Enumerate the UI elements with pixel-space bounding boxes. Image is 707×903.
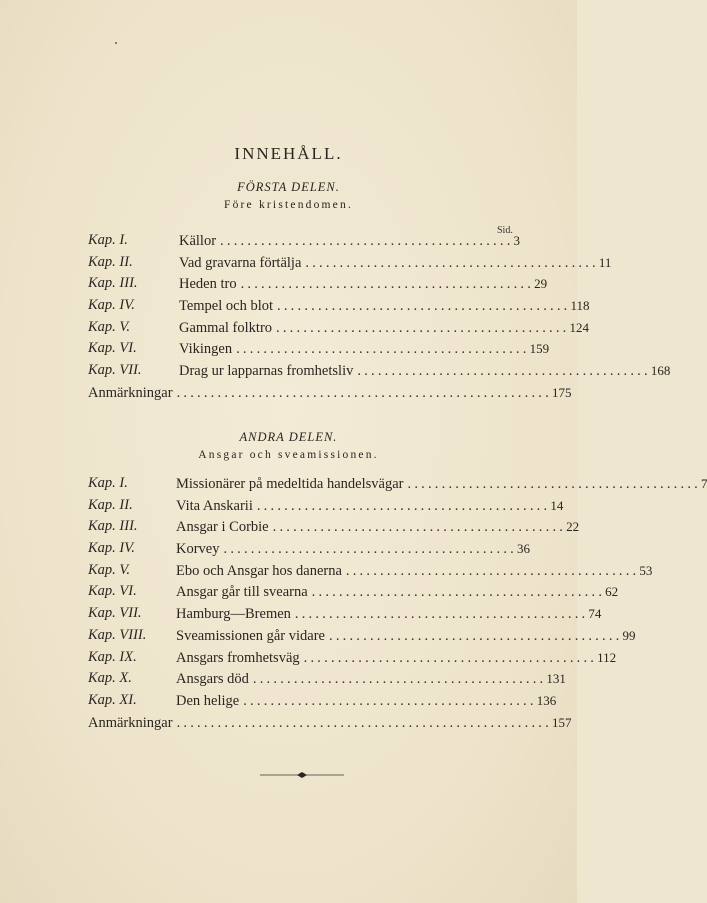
toc-row: Kap. XI. Den helige ........................................... 136	[88, 690, 518, 712]
part1-subtitle: Före kristendomen.	[223, 199, 354, 211]
page-number: 136	[536, 692, 557, 708]
chapter-number: Kap. IV.	[88, 297, 135, 314]
page-number: 62	[605, 584, 619, 600]
page-number: 112	[597, 649, 617, 665]
toc-row: Kap. III. Heden tro ........................................... 29	[88, 273, 518, 295]
chapter-number: Kap. X.	[88, 670, 132, 687]
chapter-number: Kap. IV.	[88, 540, 135, 557]
part2-subtitle: Ansgar och sveamissionen.	[198, 449, 379, 461]
section-divider-ornament	[260, 770, 344, 780]
chapter-title: Den helige	[176, 692, 240, 709]
chapter-title: Korvey	[176, 541, 220, 558]
chapter-title: Gammal folktro	[179, 319, 273, 336]
page-number: 118	[570, 298, 590, 314]
page-number: 29	[534, 276, 548, 292]
chapter-title: Sveamissionen går vidare	[176, 627, 325, 644]
page-number: 36	[516, 541, 530, 557]
page-number: 11	[598, 254, 612, 270]
toc-row: Kap. V. Ebo och Ansgar hos danerna ........................................... 53	[88, 560, 518, 582]
toc-row: Kap. VIII. Sveamissionen går vidare ........................................... 99	[88, 625, 518, 647]
page-title: INNEHÅLL.	[234, 144, 343, 163]
toc-row: Kap. VII. Drag ur lapparnas fromhetsliv ........................................... 168	[88, 360, 518, 382]
chapter-number: Kap. II.	[88, 253, 133, 270]
chapter-title: Heden tro	[179, 276, 237, 293]
page-number: 168	[650, 363, 671, 379]
chapter-title: Missionärer på medeltida handelsvägar	[176, 476, 404, 492]
page-number: 175	[551, 384, 572, 400]
page-number: 159	[529, 341, 550, 357]
page-number: 53	[639, 562, 653, 578]
toc-row: Kap. VII. Hamburg—Bremen ........................................... 74	[88, 603, 518, 625]
chapter-title: Källor	[179, 233, 217, 249]
chapter-number: Kap. VIII.	[88, 626, 147, 643]
page-number: 99	[622, 627, 636, 643]
page-number: 74	[588, 606, 602, 622]
toc-row: Kap. VI. Ansgar går till svearna ........................................... 62	[88, 581, 518, 603]
chapter-number: Kap. II.	[88, 496, 133, 513]
part1-toc	[88, 230, 671, 404]
part1-title: FÖRSTA DELEN.	[237, 180, 340, 194]
part2-toc	[88, 473, 707, 733]
toc-row: Kap. II. Vad gravarna förtälja ........................................... 11	[88, 252, 518, 274]
chapter-title: Drag ur lapparnas fromhetsliv	[179, 363, 354, 380]
toc-row: Kap. IV. Tempel och blot ........................................... 118	[88, 295, 518, 317]
toc-row: Kap. I. Missionärer på medeltida handelsvägar ........................................... 7	[88, 473, 518, 495]
toc-row: Kap. II. Vita Anskarii ........................................... 14	[88, 495, 518, 517]
chapter-number: Kap. I.	[88, 475, 128, 491]
chapter-title: Vad gravarna förtälja	[179, 254, 302, 271]
page-number: 124	[569, 319, 590, 335]
chapter-title: Tempel och blot	[179, 298, 274, 315]
part2-title: ANDRA DELEN.	[239, 430, 338, 444]
chapter-number: Kap. IX.	[88, 648, 137, 665]
chapter-number: Kap. III.	[88, 518, 138, 535]
chapter-title: Ansgar går till svearna	[176, 584, 308, 601]
toc-row: Kap. X. Ansgars död ........................................... 131	[88, 668, 518, 690]
page-number: 7	[700, 476, 707, 491]
chapter-number: Kap. VI.	[88, 583, 137, 600]
toc-row-notes: Anmärkningar ....................................................... 175	[88, 382, 518, 404]
notes-title: Anmärkningar	[88, 714, 173, 731]
paper-speck	[115, 42, 117, 44]
chapter-title: Ebo och Ansgar hos danerna	[176, 562, 342, 579]
toc-row: Kap. IX. Ansgars fromhetsväg ........................................... 112	[88, 647, 518, 669]
chapter-title: Ansgars fromhetsväg	[176, 649, 300, 666]
chapter-number: Kap. XI.	[88, 691, 137, 708]
page-number: 157	[551, 714, 572, 730]
chapter-number: Kap. VII.	[88, 605, 142, 622]
chapter-title: Vikingen	[179, 341, 233, 358]
toc-row-notes: Anmärkningar ....................................................... 157	[88, 712, 518, 734]
chapter-number: Kap. VII.	[88, 362, 142, 379]
chapter-title: Ansgars död	[176, 671, 249, 688]
chapter-title: Ansgar i Corbie	[176, 519, 269, 536]
page-number: 14	[550, 497, 564, 513]
page-number: 3	[513, 233, 521, 248]
toc-row: Kap. VI. Vikingen ........................................... 159	[88, 338, 518, 360]
chapter-number: Kap. VI.	[88, 340, 137, 357]
chapter-number: Kap. V.	[88, 318, 131, 335]
notes-title: Anmärkningar	[88, 384, 173, 401]
toc-row: Kap. III. Ansgar i Corbie ........................................... 22	[88, 516, 518, 538]
chapter-number: Kap. III.	[88, 275, 138, 292]
chapter-number: Kap. I.	[88, 232, 128, 248]
chapter-number: Kap. V.	[88, 561, 131, 578]
chapter-title: Vita Anskarii	[176, 497, 253, 514]
toc-row: Kap. IV. Korvey ........................................... 36	[88, 538, 518, 560]
toc-row: Kap. V. Gammal folktro ........................................... 124	[88, 317, 518, 339]
page-number: 22	[566, 519, 580, 535]
page-number: 131	[546, 671, 566, 687]
chapter-title: Hamburg—Bremen	[176, 606, 291, 623]
page-column-label: Sid.	[497, 225, 513, 236]
toc-row: Kap. I. Källor ........................................... 3	[88, 230, 518, 252]
